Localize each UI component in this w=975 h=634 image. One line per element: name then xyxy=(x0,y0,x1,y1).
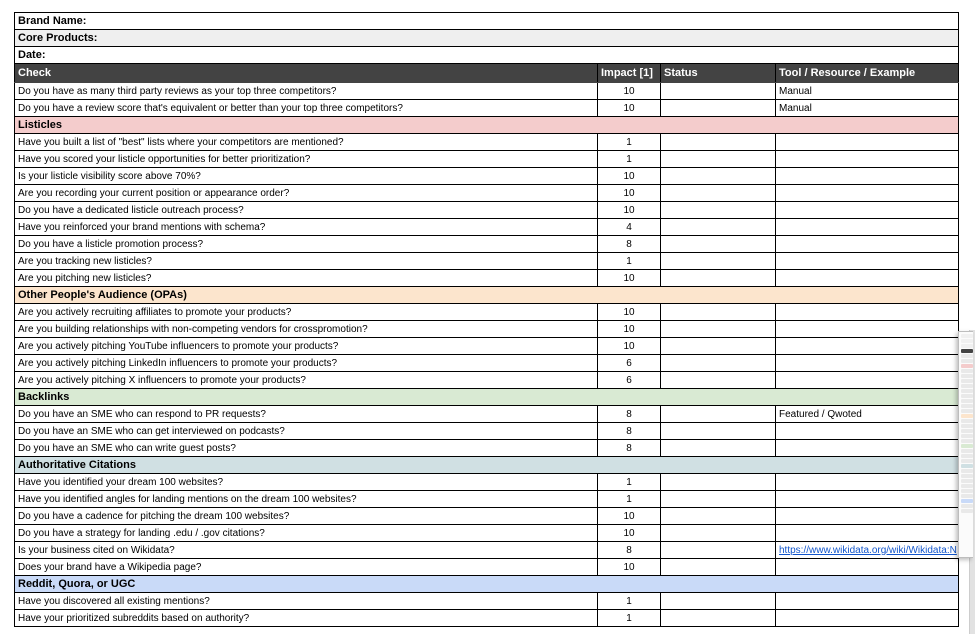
check-cell: Do you have a cadence for pitching the dream 100 websites? xyxy=(15,508,598,525)
impact-cell: 4 xyxy=(598,219,661,236)
tool-cell xyxy=(776,185,959,202)
minimap-row xyxy=(961,394,973,398)
status-cell xyxy=(661,406,776,423)
checklist-item-row xyxy=(15,304,959,321)
checklist-item-row xyxy=(15,440,959,457)
column-header-impact: Impact [1] xyxy=(598,64,661,83)
check-cell: Do you have a listicle promotion process? xyxy=(15,236,598,253)
minimap-row xyxy=(961,424,973,428)
status-cell xyxy=(661,610,776,627)
impact-cell: 10 xyxy=(598,525,661,542)
impact-cell: 6 xyxy=(598,372,661,389)
impact-cell: 1 xyxy=(598,610,661,627)
tool-cell xyxy=(776,423,959,440)
minimap-row xyxy=(961,454,973,458)
status-cell xyxy=(661,151,776,168)
minimap-row xyxy=(961,449,973,453)
tool-cell xyxy=(776,338,959,355)
tool-cell xyxy=(776,491,959,508)
check-cell: Do you have an SME who can write guest posts? xyxy=(15,440,598,457)
impact-cell: 6 xyxy=(598,355,661,372)
status-cell xyxy=(661,372,776,389)
impact-cell: 10 xyxy=(598,168,661,185)
column-header-status: Status xyxy=(661,64,776,83)
minimap-row xyxy=(961,359,973,363)
checklist-item-row xyxy=(15,610,959,627)
impact-cell: 10 xyxy=(598,321,661,338)
impact-cell: 10 xyxy=(598,304,661,321)
page-thumbnail-minimap[interactable] xyxy=(958,331,973,558)
minimap-row xyxy=(961,414,973,418)
minimap-row xyxy=(961,344,973,348)
tool-cell xyxy=(776,236,959,253)
check-cell: Are you actively recruiting affiliates to promote your products? xyxy=(15,304,598,321)
checklist-item-row xyxy=(15,508,959,525)
tool-cell xyxy=(776,219,959,236)
check-cell: Do you have as many third party reviews as your top three competitors? xyxy=(15,83,598,100)
tool-cell xyxy=(776,593,959,610)
impact-cell: 8 xyxy=(598,423,661,440)
status-cell xyxy=(661,185,776,202)
minimap-row xyxy=(961,419,973,423)
meta-label: Core Products: xyxy=(15,30,959,47)
status-cell xyxy=(661,83,776,100)
check-cell: Are you actively pitching YouTube influencers to promote your products? xyxy=(15,338,598,355)
tool-cell xyxy=(776,270,959,287)
tool-cell xyxy=(776,525,959,542)
impact-cell: 1 xyxy=(598,253,661,270)
minimap-row xyxy=(961,339,973,343)
tool-cell xyxy=(776,474,959,491)
section-row xyxy=(15,287,959,304)
checklist-item-row xyxy=(15,151,959,168)
minimap-row xyxy=(961,409,973,413)
tool-cell xyxy=(776,610,959,627)
impact-cell: 1 xyxy=(598,491,661,508)
checklist-item-row xyxy=(15,542,959,559)
impact-cell: 10 xyxy=(598,202,661,219)
tool-cell xyxy=(776,542,959,559)
wikidata-link[interactable]: https://www.wikidata.org/wiki/Wikidata:N xyxy=(779,544,957,556)
checklist-item-row xyxy=(15,100,959,117)
tool-cell xyxy=(776,134,959,151)
impact-cell: 1 xyxy=(598,151,661,168)
status-cell xyxy=(661,338,776,355)
impact-cell: 10 xyxy=(598,559,661,576)
section-row xyxy=(15,117,959,134)
status-cell xyxy=(661,542,776,559)
check-cell: Are you building relationships with non-competing vendors for crosspromotion? xyxy=(15,321,598,338)
tool-cell xyxy=(776,508,959,525)
minimap-row xyxy=(961,374,973,378)
impact-cell: 8 xyxy=(598,542,661,559)
section-row xyxy=(15,576,959,593)
column-header-check: Check xyxy=(15,64,598,83)
impact-cell: 1 xyxy=(598,474,661,491)
checklist-item-row xyxy=(15,593,959,610)
check-cell: Have you built a list of "best" lists where your competitors are mentioned? xyxy=(15,134,598,151)
status-cell xyxy=(661,508,776,525)
check-cell: Have your prioritized subreddits based on authority? xyxy=(15,610,598,627)
tool-cell xyxy=(776,559,959,576)
minimap-row xyxy=(961,464,973,468)
minimap-row xyxy=(961,379,973,383)
minimap-row xyxy=(961,399,973,403)
impact-cell: 10 xyxy=(598,185,661,202)
impact-cell: 8 xyxy=(598,406,661,423)
minimap-row xyxy=(961,459,973,463)
minimap-row xyxy=(961,334,973,338)
status-cell xyxy=(661,525,776,542)
section-row xyxy=(15,389,959,406)
minimap-row xyxy=(961,494,973,498)
check-cell: Are you actively pitching X influencers to promote your products? xyxy=(15,372,598,389)
checklist-item-row xyxy=(15,559,959,576)
checklist-item-row xyxy=(15,219,959,236)
impact-cell: 10 xyxy=(598,100,661,117)
impact-cell: 10 xyxy=(598,270,661,287)
minimap-row xyxy=(961,439,973,443)
section-label: Authoritative Citations xyxy=(15,457,959,474)
checklist-item-row xyxy=(15,185,959,202)
minimap-row xyxy=(961,499,973,503)
status-cell xyxy=(661,440,776,457)
checklist-item-row xyxy=(15,423,959,440)
minimap-row xyxy=(961,384,973,388)
tool-cell xyxy=(776,151,959,168)
minimap-row xyxy=(961,349,973,353)
checklist-item-row xyxy=(15,321,959,338)
checklist-item-row xyxy=(15,134,959,151)
check-cell: Do you have a strategy for landing .edu / .gov citations? xyxy=(15,525,598,542)
minimap-row xyxy=(961,479,973,483)
section-label: Reddit, Quora, or UGC xyxy=(15,576,959,593)
minimap-row xyxy=(961,429,973,433)
minimap-row xyxy=(961,369,973,373)
tool-cell xyxy=(776,440,959,457)
meta-row xyxy=(15,47,959,64)
minimap-row xyxy=(961,444,973,448)
tool-cell xyxy=(776,168,959,185)
impact-cell: 10 xyxy=(598,83,661,100)
status-cell xyxy=(661,304,776,321)
tool-cell xyxy=(776,321,959,338)
tool-cell: Manual xyxy=(776,83,959,100)
impact-cell: 10 xyxy=(598,508,661,525)
checklist-item-row xyxy=(15,270,959,287)
tool-cell: Featured / Qwoted xyxy=(776,406,959,423)
meta-label: Date: xyxy=(15,47,959,64)
section-label: Other People's Audience (OPAs) xyxy=(15,287,959,304)
check-cell: Is your listicle visibility score above 70%? xyxy=(15,168,598,185)
section-label: Listicles xyxy=(15,117,959,134)
impact-cell: 10 xyxy=(598,338,661,355)
minimap-row xyxy=(961,489,973,493)
check-cell: Have you discovered all existing mentions? xyxy=(15,593,598,610)
checklist-item-row xyxy=(15,83,959,100)
minimap-row xyxy=(961,509,973,513)
tool-cell xyxy=(776,304,959,321)
meta-row xyxy=(15,30,959,47)
minimap-row xyxy=(961,469,973,473)
impact-cell: 1 xyxy=(598,593,661,610)
tool-cell xyxy=(776,202,959,219)
status-cell xyxy=(661,491,776,508)
check-cell: Have you identified your dream 100 websites? xyxy=(15,474,598,491)
check-cell: Have you scored your listicle opportunities for better prioritization? xyxy=(15,151,598,168)
minimap-row xyxy=(961,434,973,438)
section-label: Backlinks xyxy=(15,389,959,406)
check-cell: Do you have a dedicated listicle outreach process? xyxy=(15,202,598,219)
minimap-row xyxy=(961,404,973,408)
check-cell: Are you tracking new listicles? xyxy=(15,253,598,270)
checklist-item-row xyxy=(15,406,959,423)
checklist-item-row xyxy=(15,372,959,389)
check-cell: Are you pitching new listicles? xyxy=(15,270,598,287)
section-row xyxy=(15,457,959,474)
column-header-row xyxy=(15,64,959,83)
checklist-table xyxy=(14,12,959,627)
status-cell xyxy=(661,270,776,287)
status-cell xyxy=(661,423,776,440)
check-cell: Do you have an SME who can respond to PR requests? xyxy=(15,406,598,423)
checklist-item-row xyxy=(15,253,959,270)
tool-cell xyxy=(776,253,959,270)
impact-cell: 8 xyxy=(598,440,661,457)
meta-label: Brand Name: xyxy=(15,13,959,30)
check-cell: Is your business cited on Wikidata? xyxy=(15,542,598,559)
status-cell xyxy=(661,593,776,610)
minimap-row xyxy=(961,504,973,508)
minimap-row xyxy=(961,364,973,368)
check-cell: Do you have an SME who can get interviewed on podcasts? xyxy=(15,423,598,440)
impact-cell: 8 xyxy=(598,236,661,253)
status-cell xyxy=(661,202,776,219)
status-cell xyxy=(661,474,776,491)
check-cell: Does your brand have a Wikipedia page? xyxy=(15,559,598,576)
checklist-item-row xyxy=(15,338,959,355)
impact-cell: 1 xyxy=(598,134,661,151)
tool-cell: Manual xyxy=(776,100,959,117)
status-cell xyxy=(661,100,776,117)
checklist-item-row xyxy=(15,168,959,185)
meta-row xyxy=(15,13,959,30)
checklist-item-row xyxy=(15,491,959,508)
checklist-item-row xyxy=(15,236,959,253)
status-cell xyxy=(661,253,776,270)
tool-cell xyxy=(776,355,959,372)
check-cell: Have you reinforced your brand mentions with schema? xyxy=(15,219,598,236)
check-cell: Are you actively pitching LinkedIn influencers to promote your products? xyxy=(15,355,598,372)
status-cell xyxy=(661,321,776,338)
status-cell xyxy=(661,168,776,185)
minimap-row xyxy=(961,354,973,358)
check-cell: Have you identified angles for landing mentions on the dream 100 websites? xyxy=(15,491,598,508)
status-cell xyxy=(661,559,776,576)
status-cell xyxy=(661,134,776,151)
checklist-item-row xyxy=(15,525,959,542)
checklist-item-row xyxy=(15,474,959,491)
status-cell xyxy=(661,355,776,372)
checklist-item-row xyxy=(15,355,959,372)
check-cell: Are you recording your current position or appearance order? xyxy=(15,185,598,202)
minimap-row xyxy=(961,474,973,478)
minimap-row xyxy=(961,484,973,488)
status-cell xyxy=(661,236,776,253)
checklist-item-row xyxy=(15,202,959,219)
tool-cell xyxy=(776,372,959,389)
check-cell: Do you have a review score that's equivalent or better than your top three competitors? xyxy=(15,100,598,117)
column-header-tool: Tool / Resource / Example xyxy=(776,64,959,83)
minimap-row xyxy=(961,389,973,393)
checklist-body xyxy=(15,13,959,627)
status-cell xyxy=(661,219,776,236)
